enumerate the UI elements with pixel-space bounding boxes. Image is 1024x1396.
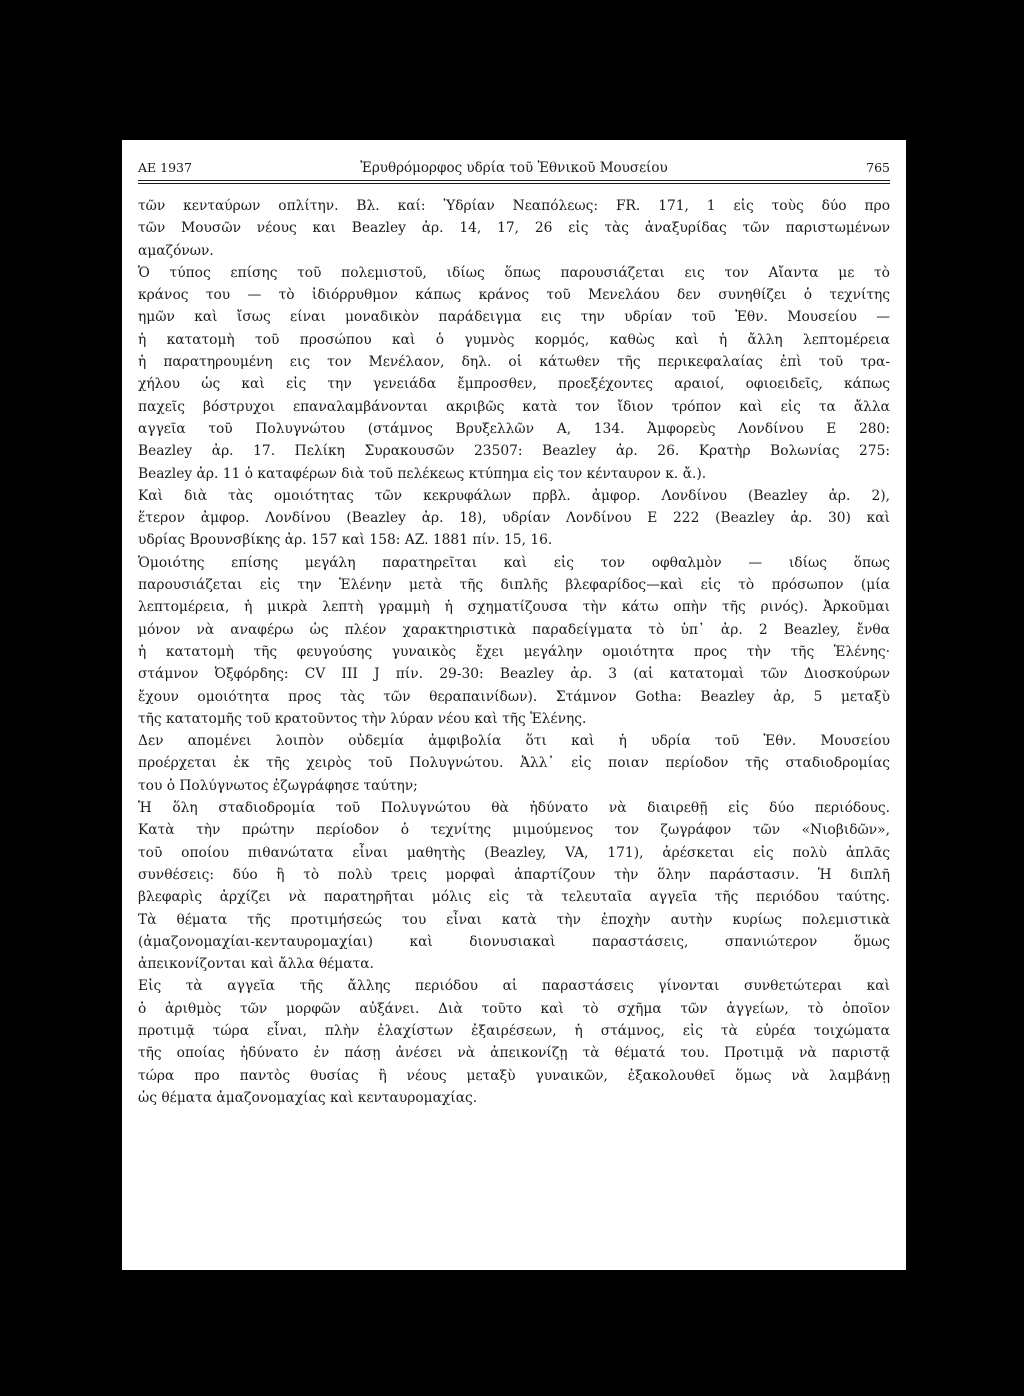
text-line: υδρίας Βρουνσβίκης ἀρ. 157 καὶ 158: AZ. 1881 πίν. 15, 16.	[138, 532, 553, 549]
text-line: συνθέσεις: δύο ἢ τὸ πολὺ τρεις μορφαὶ ἀπαρτίζουν τὴν ὅλην παράστασιν. Ἡ διπλῆ	[138, 866, 890, 883]
text-line: Κατὰ τὴν πρώτην περίοδον ὁ τεχνίτης μιμούμενος τον ζωγράφον τῶν «Νιοβιδῶν»,	[138, 822, 890, 839]
text-line: Beazley ἀρ. 17. Πελίκη Συρακουσῶν 23507: Beazley ἀρ. 26. Κρατὴρ Βολωνίας 275:	[138, 443, 890, 460]
text-line: ἡ κατατομὴ τοῦ προσώπου καὶ ὁ γυμνὸς κορμός, καθὼς καὶ ἡ ἄλλη λεπτομέρεια	[138, 331, 890, 348]
text-line: του ὁ Πολύγνωτος ἐζωγράφησε ταύτην;	[138, 777, 418, 794]
text-line: Τὰ θέματα τῆς προτιμήσεώς του εἶναι κατὰ τὴν ἐποχὴν αυτὴν κυρίως πολεμιστικὰ	[138, 911, 890, 928]
text-line: παχεῖς βόστρυχοι επαναλαμβάνονται ακριβῶς κατὰ τον ἴδιον τρόπον καὶ εἰς τα ἄλλα	[138, 398, 890, 415]
paragraph	[138, 975, 890, 1109]
journal-abbreviation: ΑΕ 1937	[138, 160, 192, 175]
paragraph	[138, 730, 890, 797]
text-line: ὡς θέματα ἀμαζονομαχίας καὶ κενταυρομαχίας.	[138, 1089, 478, 1106]
text-line: Δεν απομένει λοιπὸν οὐδεμία ἀμφιβολία ὅτι καὶ ἡ υδρία τοῦ Ἐθν. Μουσείου	[138, 733, 890, 750]
text-line: τοῦ οποίου πιθανώτατα εἶναι μαθητὴς (Beazley, VA, 171), ἀρέσκεται εἰς πολὺ ἁπλᾶς	[138, 844, 890, 861]
text-line: ημῶν καὶ ἴσως είναι μοναδικὸν παράδειγμα εις την υδρίαν τοῦ Ἐθν. Μουσείου —	[138, 309, 890, 326]
text-line: παρουσιάζεται εἰς την Ἑλένην μετὰ τῆς διπλῆς βλεφαρίδος—καὶ εἰς τὸ πρόσωπον (μία	[138, 577, 890, 594]
text-line: ἡ παρατηρουμένη εις τον Μενέλαον, δηλ. οἱ κάτωθεν τῆς περικεφαλαίας ἐπὶ τοῦ τρα-	[138, 354, 890, 371]
text-line: ἕτερον ἀμφορ. Λονδίνου (Beazley ἀρ. 18), υδρίαν Λονδίνου Ε 222 (Beazley ἀρ. 30) καὶ	[138, 510, 890, 527]
text-line: τῶν Μουσῶν νέους και Beazley ἀρ. 14, 17, 26 εἰς τὰς ἀναξυρίδας τῶν παριστωμένων	[138, 220, 890, 237]
body-text	[138, 195, 890, 1109]
text-line: ἔχουν ομοιότητα προς τὰς τῶν θεραπαινίδων). Στάμνον Gotha: Beazley ἀρ, 5 μεταξὺ	[138, 688, 890, 705]
running-header	[138, 158, 890, 181]
text-line: ἀπεικονίζονται καὶ ἄλλα θέματα.	[138, 956, 374, 973]
text-line: στάμνον Ὀξφόρδης: CV III J πίν. 29-30: Beazley ἀρ. 3 (αἱ κατατομαὶ τῶν Διοσκούρων	[138, 666, 890, 683]
paragraph	[138, 797, 890, 975]
paragraph	[138, 552, 890, 730]
text-line: τῆς κατατομῆς τοῦ κρατοῦντος τὴν λύραν νέου καὶ τῆς Ἑλένης.	[138, 710, 587, 727]
text-line: προτιμᾷ τώρα εἶναι, πλὴν ἐλαχίστων ἐξαιρέσεων, ἡ στάμνος, εἰς τὰ εὐρέα τοιχώματα	[138, 1022, 890, 1039]
text-line: Beazley ἀρ. 11 ὁ καταφέρων διὰ τοῦ πελέκεως κτύπημα εἰς τον κένταυρον κ. ἄ.).	[138, 465, 707, 482]
paragraph	[138, 485, 890, 552]
text-line: Ὁ τύπος επίσης τοῦ πολεμιστοῦ, ιδίως ὅπως παρουσιάζεται εις τον Αἴαντα με τὸ	[138, 264, 890, 281]
text-line: προέρχεται ἐκ τῆς χειρὸς τοῦ Πολυγνώτου. Ἀλλ᾽ εἰς ποιαν περίοδον τῆς σταδιοδρομίας	[138, 755, 890, 772]
text-line: (ἀμαζονομαχίαι-κενταυρομαχίαι) καὶ διονυσιακαὶ παραστάσεις, σπανιώτερον ὅμως	[138, 933, 890, 950]
text-line: Εἰς τὰ αγγεῖα τῆς ἄλλης περιόδου αἱ παραστάσεις γίνονται συνθετώτεραι καὶ	[138, 978, 890, 995]
text-line: μόνον νὰ αναφέρω ὡς πλέον χαρακτηριστικὰ παραδείγματα τὸ ὑπ᾽ ἀρ. 2 Beazley, ἔνθα	[138, 621, 890, 638]
text-line: τῶν κενταύρων οπλίτην. Βλ. καί: Ὑδρίαν Νεαπόλεως: FR. 171, 1 εἰς τοὺς δύο προ	[138, 198, 890, 214]
page-number: 765	[866, 160, 890, 175]
text-line: χήλου ὡς καὶ εἰς την γενειάδα ἔμπροσθεν, προεξέχοντες αραιοί, οφιοειδεῖς, κάπως	[138, 376, 890, 393]
text-line: Ὁμοιότης επίσης μεγάλη παρατηρεῖται καὶ εἰς τον οφθαλμὸν — ιδίως ὅπως	[138, 554, 890, 571]
paragraph	[138, 262, 890, 485]
text-line: ὁ ἀριθμὸς τῶν μορφῶν αὐξάνει. Διὰ τοῦτο καὶ τὸ σχῆμα τῶν ἀγγείων, τὸ ὁποῖον	[138, 1000, 890, 1017]
text-line: τῆς οποίας ἠδύνατο ἐν πάσῃ ἀνέσει νὰ ἀπεικονίζῃ τὰ θέματά του. Προτιμᾷ νὰ παριστᾷ	[138, 1045, 890, 1062]
paragraph	[138, 195, 890, 262]
text-line: αμαζόνων.	[138, 242, 214, 259]
text-line: ἡ κατατομὴ τῆς φευγούσης γυναικὸς ἔχει μεγάλην ομοιότητα προς τὴν τῆς Ἑλένης·	[138, 643, 890, 660]
text-line: Καὶ διὰ τὰς ομοιότητας τῶν κεκρυφάλων πρβλ. ἀμφορ. Λονδίνου (Beazley ἀρ. 2),	[138, 487, 890, 504]
text-line: κράνος του — τὸ ἰδιόρρυθμον κάπως κράνος τοῦ Μενελάου δεν συνηθίζει ὁ τεχνίτης	[138, 287, 890, 304]
text-line: αγγεῖα τοῦ Πολυγνώτου (στάμνος Βρυξελλῶν Α, 134. Ἀμφορεὺς Λονδίνου Ε 280:	[138, 420, 890, 437]
journal-page	[122, 140, 906, 1270]
text-line: βλεφαρὶς ἀρχίζει νὰ παρατηρῆται μόλις εἰς τὰ τελευταῖα αγγεῖα τῆς περιόδου ταύτης.	[138, 889, 890, 906]
text-line: Ἡ ὅλη σταδιοδρομία τοῦ Πολυγνώτου θὰ ἠδύνατο νὰ διαιρεθῇ εἰς δύο περιόδους.	[138, 800, 890, 817]
text-line: λεπτομέρεια, ἡ μικρὰ λεπτὴ γραμμὴ ἡ σχηματίζουσα τὴν κάτω οπὴν τῆς ρινός). Ἀρκοῦμαι	[138, 599, 890, 616]
text-line: τώρα προ παντὸς θυσίας ἢ νέους μεταξὺ γυναικῶν, ἐξακολουθεῖ ὅμως νὰ λαμβάνῃ	[138, 1067, 890, 1084]
article-title: Ἐρυθρόμορφος υδρία τοῦ Ἐθνικοῦ Μουσείου	[360, 160, 668, 176]
